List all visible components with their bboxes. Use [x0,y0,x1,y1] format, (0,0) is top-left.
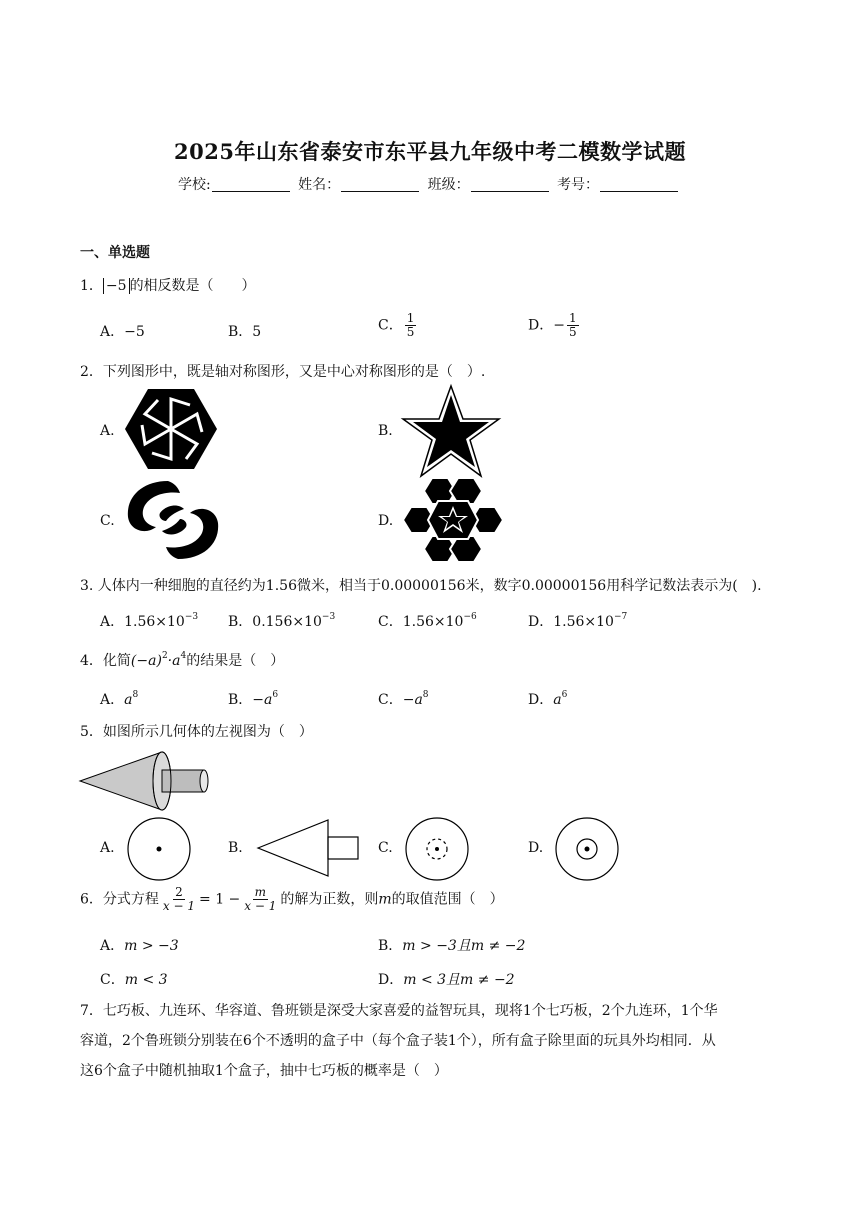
q5-option-b-label[interactable]: B. [228,840,243,856]
q4-option-c[interactable]: C．$-a^8$ [378,690,429,708]
question-2: 2．下列图形中，既是轴对称图形，又是中心对称图形的是（ ）. [80,364,486,380]
star-figure [402,385,500,477]
q5-option-c-label[interactable]: C. [378,840,393,856]
page-title: 2025年山东省泰安市东平县九年级中考二模数学试题 [174,139,686,164]
q4-option-d[interactable]: D．$a^6$ [528,690,568,708]
question-3: 3. 人体内一种细胞的直径约为1.56微米，相当于0.00000156米，数字0.00000156用科学记数法表示为( ). [80,578,762,594]
question-text: 的相反数是（ ） [129,278,256,294]
exam-number-label: 考号： [557,177,600,193]
q2-option-c-label[interactable]: C. [100,513,115,529]
circle-dashed-view [404,816,470,882]
q4-option-b[interactable]: B．$-a^6$ [228,690,279,708]
name-label: 姓名： [298,177,341,193]
q6-option-c[interactable]: C．m < 3 [100,972,168,988]
absolute-value: −5 [103,278,130,294]
q1-option-c[interactable]: C． $\frac{1}{5}$ [378,311,415,340]
cone-cylinder-figure [78,748,210,814]
class-field[interactable] [471,177,549,192]
q6-option-d[interactable]: D．m < 3且m ≠ −2 [378,972,515,988]
q2-option-d-label[interactable]: D. [378,513,394,529]
question-7-line-3: 这6个盒子中随机抽取1个盒子，抽中七巧板的概率是（ ） [80,1063,448,1079]
question-6: 6．分式方程 $\frac{2}{x - 1}$ = 1 − $\frac{m}{x - 1}$ 的解为正数，则m的取值范围（ ） [80,885,504,914]
q6-option-a[interactable]: A．m > −3 [100,938,179,954]
question-5: 5．如图所示几何体的左视图为（ ） [80,724,313,740]
hexagon-pinwheel-figure [124,387,218,471]
q3-option-a[interactable]: A．$1.56\times 10^{-3}$ [100,612,199,630]
q5-option-a-label[interactable]: A. [100,840,115,856]
section-title: 一、单选题 [80,245,150,261]
question-4: 4．化简$(-a)^2\cdot a^4$的结果是（ ） [80,651,285,669]
question-1 [80,275,256,295]
concentric-circles-view [554,816,620,882]
question-number: 1． [80,278,103,294]
school-label: 学校: [177,177,211,193]
q1-option-b[interactable]: B．5 [228,324,262,340]
q1-option-a[interactable]: A．−5 [100,324,145,340]
question-7-line-2: 容道，2个鲁班锁分别装在6个不透明的盒子中（每个盒子装1个），所有盒子除里面的玩具外均相同．从 [80,1033,716,1049]
class-label: 班级： [427,177,470,193]
q6-option-b[interactable]: B．m > −3且m ≠ −2 [378,938,526,954]
name-field[interactable] [341,177,419,192]
school-field[interactable] [212,177,290,192]
question-7-line-1: 7．七巧板、九连环、华容道、鲁班锁是深受大家喜爱的益智玩具，现将1个七巧板，2个九连环，1个华 [80,1003,718,1019]
swirl-figure [122,477,224,563]
q2-option-a-label[interactable]: A. [100,423,115,439]
q5-option-d-label[interactable]: D. [528,840,544,856]
q3-option-d[interactable]: D．$1.56\times 10^{-7}$ [528,612,628,630]
circle-with-dot-view [126,816,192,882]
triangle-rectangle-view [256,818,362,878]
hexagon-flower-figure [402,476,504,564]
student-info-line [0,174,860,194]
q1-option-d[interactable]: D．− $\frac{1}{5}$ [528,311,577,340]
q2-option-b-label[interactable]: B. [378,423,393,439]
exam-number-field[interactable] [600,177,678,192]
question-7 [80,996,780,1086]
q3-option-b[interactable]: B．$0.156\times 10^{-3}$ [228,612,336,630]
q3-option-c[interactable]: C．$1.56\times 10^{-6}$ [378,612,477,630]
q4-option-a[interactable]: A．$a^8$ [100,690,139,708]
